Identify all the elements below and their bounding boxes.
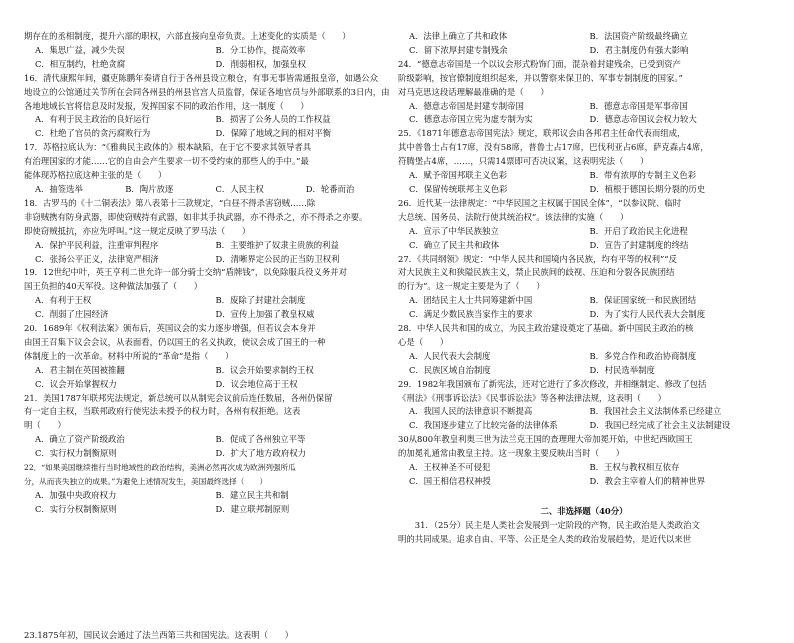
question-text: 31．（25分）民主是人类社会发展到一定阶段的产物，民主政治是人类政治文	[398, 519, 700, 530]
option-text: A．加强中央政府权力	[35, 489, 117, 500]
question-text: 各地地域长官将信息及时发报，发挥国家不同的政治作用，这一制度（ ）	[24, 100, 309, 111]
question-text: 能体现苏格拉底这种主张的是（ ）	[24, 170, 167, 181]
question-text: 19．12世纪中叶，英王亨利二世允许一部分骑士交纳“盾牌钱”，以免除服兵役义务并对	[24, 267, 347, 278]
option-text: C．满足少数民族当家作主的要求	[409, 309, 533, 320]
question-text: 对大民族主义和狭隘民族主义，禁止民族间的歧视、压迫和分裂各民族团结	[398, 267, 675, 278]
option-text: A．抽签选举	[35, 183, 83, 194]
option-row	[24, 503, 396, 517]
option-row	[24, 378, 396, 392]
option-text: C．国王相信君权神授	[409, 476, 491, 486]
question-block	[24, 197, 396, 267]
blank-space	[24, 517, 396, 629]
option-text: B．法国资产阶级最终确立	[589, 31, 688, 41]
question-text: 29．1982年我国颁布了新宪法，还对它进行了多次修改，并相继制定、修改了包括	[398, 378, 707, 389]
question-block	[24, 461, 396, 517]
option-text: C．留下浓厚封建专制残余	[409, 44, 508, 55]
option-text: A．集思广益，减少失误	[35, 44, 125, 55]
question-text: 阶级影响，按官僚制度组织起来，并以警察来保卫的、军事专制制度的国家。”	[398, 72, 683, 83]
option-text: B．废除了封建社会制度	[215, 295, 306, 306]
option-text: B．德意志帝国是军事帝国	[589, 100, 688, 111]
option-row	[398, 419, 770, 433]
option-text: A．宣示了中华民族独立	[409, 225, 499, 236]
option-row	[398, 405, 770, 419]
option-text: C．相互制约，杜绝贪腐	[35, 58, 126, 69]
option-row	[24, 58, 396, 72]
question-text: 25．《1871年德意志帝国宪法》规定，联邦议会由各邦君主任命代表而组成，	[398, 128, 686, 139]
question-block	[398, 378, 770, 434]
option-text: C．民族区域自治制度	[409, 364, 491, 375]
question-block	[24, 141, 396, 197]
option-row	[24, 253, 396, 267]
option-text: B．王权与教权相互依存	[589, 462, 680, 473]
option-row	[24, 364, 396, 378]
question-text: 27．《共同纲领》规定：“中华人民共和国境内各民族，均有平等的权利”“反	[398, 253, 677, 264]
option-text: D．我国已经完成了社会主义法制建设	[589, 420, 731, 431]
question-text: 22．“如果美国继续推行当时地域性的政治结构，美洲必然再次成为欧洲列强所瓜	[24, 463, 296, 473]
option-text: B．保证国家统一和民族团结	[589, 295, 697, 306]
option-text: D．宣传上加强了教皇权威	[215, 309, 315, 320]
question-text: 分，从而丧失独立的成果。”为避免上述情况发生，美国最终选择（ ）	[24, 477, 268, 486]
option-text: C．杜绝了官员的贪污腐败行为	[35, 128, 151, 139]
question-block	[398, 30, 770, 58]
option-text: A．确立了资产阶级政治	[35, 434, 125, 445]
question-text: 的行为”。这一规定主要是为了（ ）	[398, 281, 545, 292]
option-text: A．德意志帝国是封建专制帝国	[409, 100, 524, 111]
option-text: B．陶片放逐	[125, 183, 174, 194]
question-text: 符腾堡占4席，……，只需14票即可否决议案，这表明宪法（ ）	[398, 156, 649, 167]
option-text: D．议会地位高于王权	[215, 378, 298, 389]
question-block	[398, 433, 770, 489]
option-text: D．扩大了地方政府权力	[215, 448, 306, 459]
question-block	[398, 253, 770, 323]
question-block	[24, 322, 396, 392]
option-text: A．团结民主人士共同筹建新中国	[409, 295, 533, 306]
question-block	[398, 58, 770, 128]
option-row	[398, 475, 770, 489]
option-text: A．王权神圣不可侵犯	[409, 462, 491, 473]
question-text: 的加冕礼通常由教皇主持。这一现象主要反映出当时（ ）	[398, 448, 625, 459]
option-row	[24, 44, 396, 58]
question-text: 大总统、国务员、法院行使其统治权”。该法律的实施（ ）	[398, 211, 629, 222]
option-text: A．法律上确立了共和政体	[409, 31, 508, 41]
question-text: 有一定自主权，当联邦政府行使宪法未授予的权力时，各州有权拒绝。这表	[24, 406, 301, 417]
option-text: B．带有浓厚的专制主义色彩	[589, 170, 697, 181]
option-row	[24, 308, 396, 322]
right-column	[398, 30, 770, 547]
option-text: C．实行分权制衡原则	[35, 503, 117, 514]
option-text: C．德意志帝国立宪为虚专制为实	[409, 114, 533, 125]
option-text: C．张扬公平正义，法律宽严相济	[35, 253, 159, 264]
option-text: A．有利于王权	[35, 295, 92, 306]
question-text: 30从800年教皇利奥三世为法兰克王国的查理理大帝加冕开始，中世纪西欧国王	[398, 434, 693, 445]
option-text: C．保留传统联邦主义色彩	[409, 183, 508, 194]
question-text: 18．古罗马的《十二铜表法》第八表第十三款规定，“白昼不得杀害窃贼……除	[24, 197, 316, 208]
question-text: 17．苏格拉底认为：“《雅典民主政体的》根本缺陷，在于它不要求其领导者具	[24, 142, 312, 153]
question-text: 明的共同成果。追求自由、平等、公正是全人类的政治发展趋势，是近代以来世	[398, 533, 692, 544]
option-text: B．分工协作，提高效率	[215, 44, 306, 55]
option-text: D．削弱相权，加强皇权	[215, 58, 306, 69]
option-text: D．村民选举制度	[589, 364, 655, 375]
option-text: B．多党合作和政治协商制度	[589, 350, 697, 361]
option-row	[398, 30, 770, 44]
option-text: D．保障了地域之间的相对平衡	[215, 128, 332, 139]
option-text: A．我国人民的法律意识不断提高	[409, 406, 533, 417]
question-block	[398, 127, 770, 197]
option-text: C．我国逐步建立了比较完备的法律体系	[409, 420, 558, 431]
option-text: D．德意志帝国议会权力较大	[589, 114, 697, 125]
option-text: B．建立民主共和制	[215, 489, 289, 500]
option-row	[24, 113, 396, 127]
option-text: B．开启了政治民主化进程	[589, 225, 688, 236]
question-block	[24, 266, 396, 322]
option-text: D．植根于德国长期分裂的历史	[589, 183, 706, 194]
option-text: D．为了实行人民代表大会制度	[589, 309, 706, 320]
option-row	[398, 100, 770, 114]
option-row	[398, 44, 770, 58]
question-block	[398, 519, 770, 547]
option-row	[398, 183, 770, 197]
option-text: A．保护平民利益，注重审判程序	[35, 239, 159, 250]
question-text: 对马克思这段话理解最准确的是（ ）	[398, 86, 549, 97]
section-title: 二、非选择题（40分）	[540, 505, 628, 516]
option-row	[398, 308, 770, 322]
option-text: C．削弱了庄园经济	[35, 309, 109, 320]
option-row	[24, 433, 396, 447]
option-text: D．教会主宰着人们的精神世界	[589, 476, 706, 486]
option-text: B．议会开始要求制约王权	[215, 364, 314, 375]
question-text: 20．1689年《权利法案》颁布后，英国议会的实力逐步增强，但若议会本身并	[24, 323, 316, 334]
option-text: D．君主制度仍有强大影响	[589, 44, 689, 55]
question-text: 心是（ ）	[398, 336, 449, 347]
option-text: B．促成了各州独立平等	[215, 434, 306, 445]
option-row	[398, 169, 770, 183]
option-row	[24, 294, 396, 308]
option-text: A．赋予帝国邦联主义色彩	[409, 170, 508, 181]
question-text: 有治理国家的才能……它的自由会产生要求一切不受约束的那些人的手中。”最	[24, 156, 309, 167]
option-text: B．主要维护了奴隶主贵族的利益	[215, 239, 339, 250]
question-text: 16．清代康熙年间，疆吏陈鹏年奏请自行于各州县设立粮仓，有事无事皆需通报皇帝，如遇公众	[24, 72, 379, 83]
option-row	[398, 350, 770, 364]
question-text: 28．中华人民共和国的成立，为民主政治建设奠定了基础。新中国民主政治的核	[398, 323, 694, 334]
question-text: 其中普鲁士占有17席，没有58席，普鲁士占17席，巴伐利亚占6席，萨克森占4席，	[398, 142, 709, 153]
option-row	[24, 183, 396, 197]
option-text: D．建立联邦制原则	[215, 503, 290, 514]
option-row	[24, 127, 396, 141]
question-text: 即使窃贼抵抗，亦应先呼叫。”这一规定反映了罗马法（ ）	[24, 225, 251, 236]
question-block	[24, 392, 396, 462]
option-row	[398, 239, 770, 253]
question-block	[24, 629, 396, 643]
option-row	[398, 461, 770, 475]
option-row	[398, 294, 770, 308]
question-text: 期存在的丞相制度，提升六部的职权，六部直接向皇帝负责。上述变化的实质是（ ）	[24, 31, 351, 41]
option-text: D．宣告了封建制度的终结	[589, 239, 689, 250]
option-text: A．有利于民主政治的良好运行	[35, 114, 150, 125]
question-text: 地设立的公馆通过关节所在会同各州县的州县官宫人员监督，保证各地官员与外部联系的3日内，由	[24, 86, 390, 97]
question-text: 《刑法》《刑事诉讼法》《民事诉讼法》等各种法律法规，这表明（ ）	[398, 392, 666, 403]
question-text: 23.1875年初，国民议会通过了法兰西第三共和国宪法。这表明（ ）	[24, 629, 294, 640]
option-row	[24, 489, 396, 503]
question-text: 体制度上的一次革命。材料中所说的“革命”是指（ ）	[24, 350, 234, 361]
question-block	[398, 197, 770, 253]
option-text: C．实行权力制衡原则	[35, 448, 117, 459]
question-block	[24, 72, 396, 142]
option-text: C．议会开始掌握权力	[35, 378, 117, 389]
option-row	[398, 364, 770, 378]
question-text: 21．美国1787年联邦宪法规定，新总统可以从制宪会议前后连任数届，各州仍保留	[24, 392, 333, 403]
question-text: 非窃贼携有防身武器，即使窃贼持有武器，如非其手执武器，亦不得杀之，亦不得杀之亦要。	[24, 211, 368, 222]
option-row	[24, 239, 396, 253]
option-row	[398, 113, 770, 127]
option-text: C．确立了民主共和政体	[409, 239, 500, 250]
option-row	[24, 447, 396, 461]
question-text: 26．近代某一法律规定：“中华民国之主权属于国民全体”，“以参议院、临时	[398, 197, 682, 208]
question-text: 国王负担的40天军役。这种做法加强了（ ）	[24, 281, 203, 292]
option-text: D．轮番而治	[305, 183, 355, 194]
option-text: C．人民主权	[215, 183, 264, 194]
option-text: D．清晰界定公民的正当防卫权利	[215, 253, 340, 264]
option-text: B．损害了公务人员的工作权益	[215, 114, 331, 125]
left-column	[24, 30, 396, 643]
option-row	[398, 225, 770, 239]
option-text: A．人民代表大会制度	[409, 350, 491, 361]
question-text: 由国王召集下议会会议，从表面看，仍以国王的名义执政，使议会成了国王的一种	[24, 336, 326, 347]
question-text: 明（ ）	[24, 420, 66, 431]
question-text: 24．“德意志帝国是一个以议会形式粉饰门面，混杂着封建残余，已受到资产	[398, 58, 681, 69]
question-block	[24, 30, 396, 72]
option-text: B．我国社会主义法制体系已经建立	[589, 406, 722, 417]
question-block	[398, 322, 770, 378]
option-text: A．君主制在英国被推翻	[35, 364, 125, 375]
